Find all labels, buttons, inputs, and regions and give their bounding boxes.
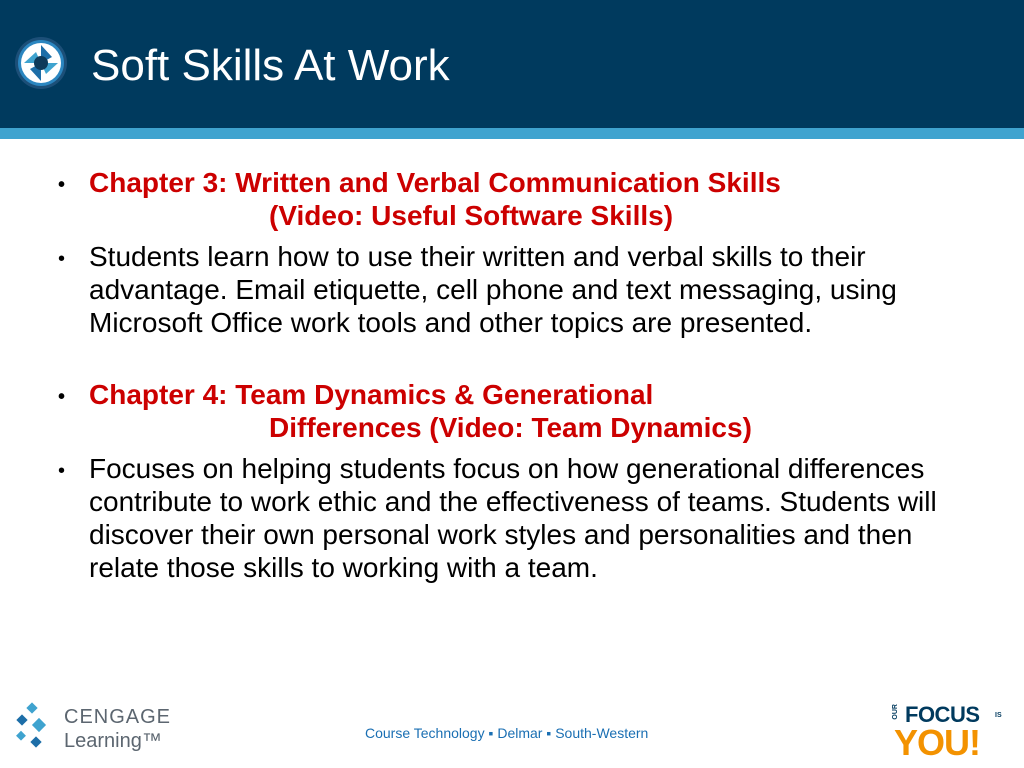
bullet-chapter-4 (58, 378, 988, 444)
bullet-list (58, 166, 988, 584)
cengage-learning-logo (14, 700, 184, 758)
cengage-mark-icon (14, 700, 58, 756)
header-stripe (0, 128, 1024, 139)
learning-wordmark: Learning™ (64, 730, 162, 752)
our-focus-is-you-logo (892, 700, 1010, 763)
chapter-3-heading: Chapter 3: Written and Verbal Communication Skills (89, 167, 781, 198)
chapter-4-heading: Chapter 4: Team Dynamics & Generational (89, 379, 654, 410)
focus-is-label: IS (995, 712, 1002, 719)
bullet-chapter-4-description: • Focuses on helping students focus on how generational differences contribute to work ethic and the effectiveness of teams. Students will discover their own personal work styles and personalities and then relate those skills to working with a team. (58, 452, 988, 584)
chapter-4-video: Differences (Video: Team Dynamics) (269, 412, 752, 443)
focus-you-word: YOU! (894, 722, 980, 763)
bullet-chapter-3 (58, 166, 988, 232)
bullet-chapter-3-description: • Students learn how to use their written and verbal skills to their advantage. Email etiquette, cell phone and text messaging, using Microsoft Office work tools and other topics are presented. (58, 240, 988, 339)
focus-our-label: OUR (892, 704, 899, 720)
cengage-wordmark: CENGAGE (64, 706, 172, 728)
footer-publishers: Course Technology ▪ Delmar ▪ South-Western (365, 725, 649, 741)
slide-title: Soft Skills At Work (91, 41, 450, 90)
chapter-3-video: (Video: Useful Software Skills) (269, 200, 674, 231)
aperture-logo-icon (14, 36, 68, 90)
focus-word: FOCUS (905, 702, 980, 727)
